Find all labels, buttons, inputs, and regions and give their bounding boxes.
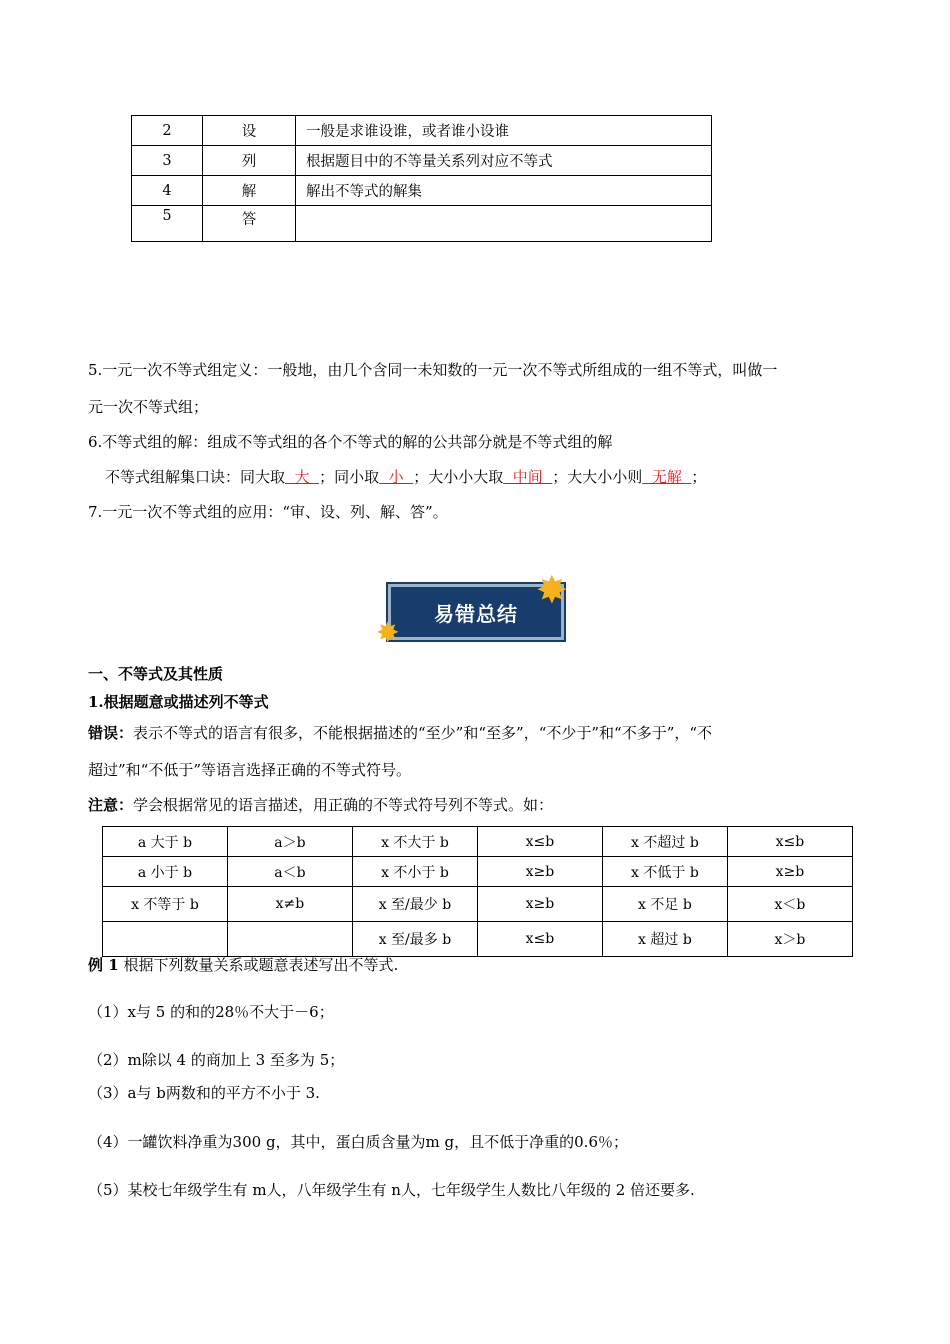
table-row xyxy=(103,887,853,922)
mnemonic-end: ； xyxy=(691,468,707,486)
answer-none: 无解 xyxy=(642,468,692,486)
error-label: 错误： xyxy=(88,724,134,742)
table-cell: x 至/最少 b xyxy=(352,887,477,922)
table-row xyxy=(103,827,853,857)
table-row xyxy=(132,206,712,242)
example-label: 例 1 xyxy=(88,956,119,974)
section5-line1: 5.一元一次不等式组定义：一般地，由几个含同一未知数的一元一次不等式所组成的一组不等式，叫做一 xyxy=(88,361,778,379)
error-line2: 超过”和“不低于”等语言选择正确的不等式符号。 xyxy=(88,761,412,779)
steps-table xyxy=(131,115,712,242)
inequality-language-table xyxy=(102,826,853,957)
section7-line: 7.一元一次不等式组的应用：“审、设、列、解、答”。 xyxy=(88,503,448,521)
table-cell: a 小于 b xyxy=(103,857,228,887)
step-keyword: 列 xyxy=(203,146,296,176)
answer-big: 大 xyxy=(285,468,320,486)
table-cell: a 大于 b xyxy=(103,827,228,857)
table-cell xyxy=(227,922,352,957)
table-row xyxy=(132,146,712,176)
step-keyword: 解 xyxy=(203,176,296,206)
step-keyword: 设 xyxy=(203,116,296,146)
section5-line2: 元一次不等式组； xyxy=(88,398,209,416)
error-line1 xyxy=(88,723,863,743)
part1-subheading: 1.根据题意或描述列不等式 xyxy=(88,693,269,711)
mnemonic-sep: ；大小小大取 xyxy=(413,468,504,486)
answer-middle: 中间 xyxy=(503,468,553,486)
table-row xyxy=(103,857,853,887)
note-text: 学会根据常见的语言描述，用正确的不等式符号列不等式。如： xyxy=(133,796,554,814)
mnemonic-sep: ；同小取 xyxy=(319,468,380,486)
table-row xyxy=(132,176,712,206)
mnemonic-line xyxy=(105,467,880,487)
table-cell: x≤b xyxy=(477,827,602,857)
table-cell: x 不低于 b xyxy=(602,857,727,887)
table-cell: x≤b xyxy=(477,922,602,957)
badge-label: 易错总结 xyxy=(388,584,564,640)
star-icon: ✸ xyxy=(376,616,400,649)
step-description: 解出不等式的解集 xyxy=(296,176,712,206)
table-cell: x 不等于 b xyxy=(103,887,228,922)
table-cell: x 不小于 b xyxy=(352,857,477,887)
example-text: 根据下列数量关系或题意表述写出不等式. xyxy=(123,956,399,974)
table-cell: x 不超过 b xyxy=(602,827,727,857)
table-row xyxy=(103,922,853,957)
table-cell: x 至/最多 b xyxy=(352,922,477,957)
example-item: （5）某校七年级学生有 m人，八年级学生有 n人，七年级学生人数比八年级的 2 倍还要多. xyxy=(88,1181,695,1199)
step-description: 根据题目中的不等量关系列对应不等式 xyxy=(296,146,712,176)
section6-line1: 6.不等式组的解：组成不等式组的各个不等式的解的公共部分就是不等式组的解 xyxy=(88,433,613,451)
table-cell: x≠b xyxy=(227,887,352,922)
step-number: 2 xyxy=(132,116,203,146)
table-cell: x≤b xyxy=(727,827,852,857)
table-row xyxy=(132,116,712,146)
star-icon: ✸ xyxy=(536,568,568,612)
step-keyword: 答 xyxy=(203,206,296,242)
mnemonic-prefix: 不等式组解集口诀：同大取 xyxy=(105,468,286,486)
table-cell: a＜b xyxy=(227,857,352,887)
table-cell: x 不足 b xyxy=(602,887,727,922)
step-number: 5 xyxy=(132,206,203,242)
note-label: 注意： xyxy=(88,796,134,814)
table-cell: x≥b xyxy=(477,887,602,922)
table-cell: a＞b xyxy=(227,827,352,857)
table-cell: x＜b xyxy=(727,887,852,922)
example-item: （1）x与 5 的和的28％不大于－6； xyxy=(88,1003,334,1021)
table-cell xyxy=(103,922,228,957)
example-heading xyxy=(88,955,863,975)
step-number: 4 xyxy=(132,176,203,206)
table-cell: x 超过 b xyxy=(602,922,727,957)
mnemonic-sep: ；大大小小则 xyxy=(552,468,643,486)
table-cell: x＞b xyxy=(727,922,852,957)
example-item: （3）a与 b两数和的平方不小于 3. xyxy=(88,1084,320,1102)
table-cell: x 不大于 b xyxy=(352,827,477,857)
table-cell: x≥b xyxy=(727,857,852,887)
part1-heading: 一、不等式及其性质 xyxy=(88,665,224,683)
note-line xyxy=(88,795,863,815)
answer-small: 小 xyxy=(379,468,414,486)
step-description xyxy=(296,206,712,242)
error-text: 表示不等式的语言有很多，不能根据描述的“至少”和“至多”，“不少于”和“不多于”，“不 xyxy=(133,724,713,742)
step-number: 3 xyxy=(132,146,203,176)
table-cell: x≥b xyxy=(477,857,602,887)
step-description: 一般是求谁设谁，或者谁小设谁 xyxy=(296,116,712,146)
section-badge xyxy=(376,568,576,649)
example-item: （2）m除以 4 的商加上 3 至多为 5； xyxy=(88,1051,345,1069)
example-item: （4）一罐饮料净重为300 g，其中，蛋白质含量为m g，且不低于净重的0.6％； xyxy=(88,1133,628,1151)
